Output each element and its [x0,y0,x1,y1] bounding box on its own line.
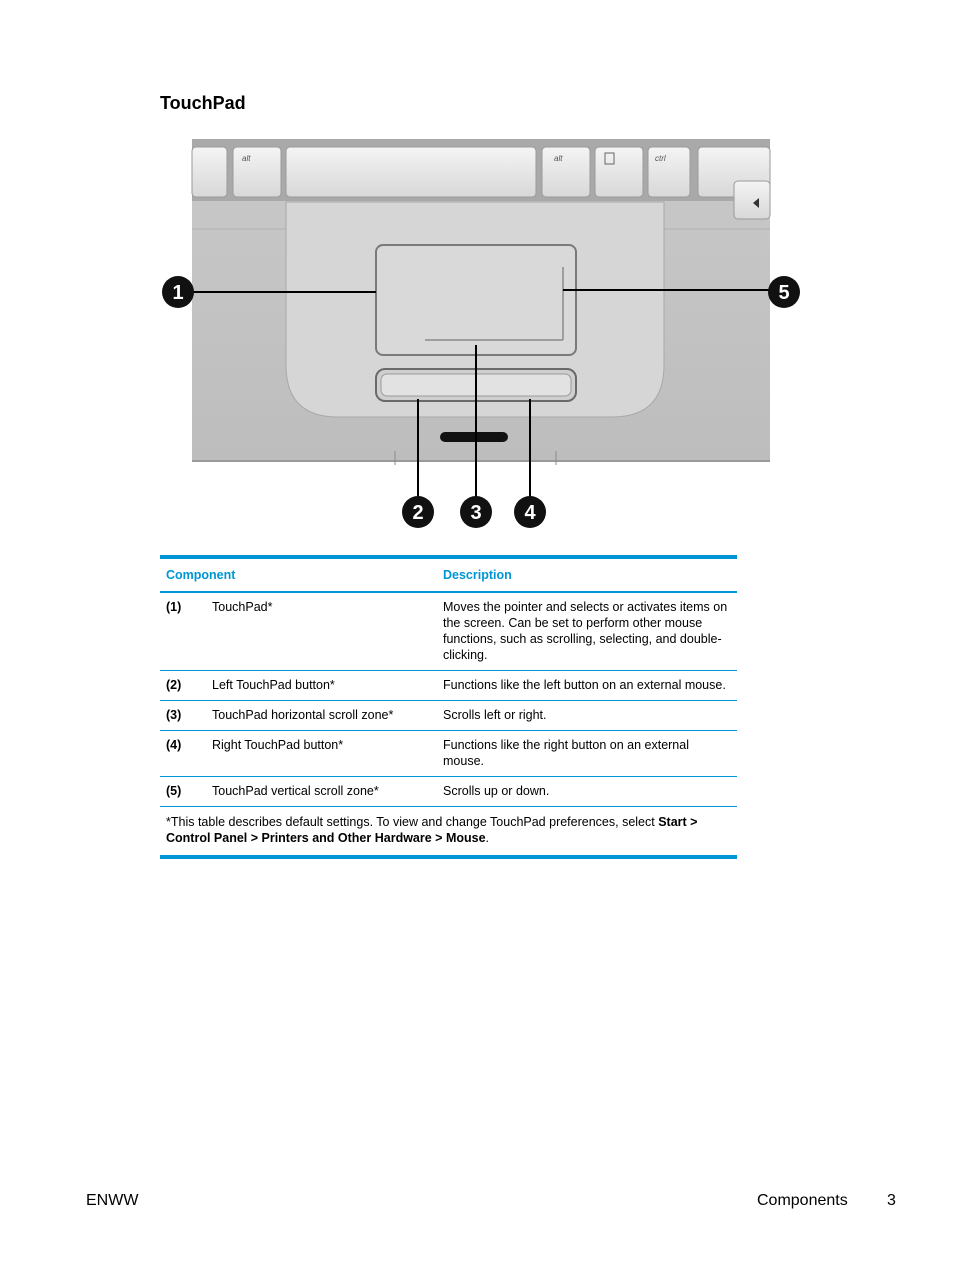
callout-4-label: 4 [524,502,536,524]
footer-section: Components [757,1192,848,1209]
component-table [160,555,737,859]
key-label-ctrl: ctrl [655,154,666,163]
footer-doc-code: ENWW [86,1192,139,1209]
table-note-row [160,807,737,858]
row-number: (1) [160,592,206,671]
footer-page-number: 3 [887,1192,896,1209]
column-header-component: Component [160,557,437,592]
key-alt-left [233,147,281,197]
table-row [160,592,737,671]
row-description: Scrolls up or down. [437,777,737,807]
table-header-row [160,557,737,592]
row-component: TouchPad horizontal scroll zone* [206,701,437,731]
key-label-alt-left: alt [242,154,251,163]
footnote-text: *This table describes default settings. To view and change TouchPad preferences, select [166,815,659,829]
callout-3-label: 3 [470,502,482,524]
table-footnote [160,807,737,858]
callout-5-label: 5 [778,282,790,304]
column-header-description: Description [437,557,737,592]
table-row [160,671,737,701]
fingerprint-reader [440,432,508,442]
callout-1-label: 1 [172,282,184,304]
table-row [160,777,737,807]
row-number: (3) [160,701,206,731]
touchpad-illustration [150,125,810,535]
key-label-alt-right: alt [554,154,563,163]
key-spacebar [286,147,536,197]
key-alt-right [542,147,590,197]
row-component: TouchPad* [206,592,437,671]
row-component: Left TouchPad button* [206,671,437,701]
key-left-arrow [734,181,770,219]
table-row [160,731,737,777]
page-heading: TouchPad [160,93,246,113]
row-description: Scrolls left or right. [437,701,737,731]
touchpad-surface [376,245,576,355]
key-windows [192,147,227,197]
row-number: (5) [160,777,206,807]
row-description: Moves the pointer and selects or activates items on the screen. Can be set to perform other mouse functions, such as scrolling, selecting, and double-clicking. [437,592,737,671]
footnote-end: . [485,831,490,845]
row-number: (4) [160,731,206,777]
row-component: Right TouchPad button* [206,731,437,777]
table-row [160,701,737,731]
row-component: TouchPad vertical scroll zone* [206,777,437,807]
row-number: (2) [160,671,206,701]
footnote-path: Start > Control Panel > Printers and Other Hardware > Mouse [166,815,698,845]
callout-2-label: 2 [412,502,424,524]
row-description: Functions like the left button on an external mouse. [437,671,737,701]
row-description: Functions like the right button on an external mouse. [437,731,737,777]
key-menu [595,147,643,197]
